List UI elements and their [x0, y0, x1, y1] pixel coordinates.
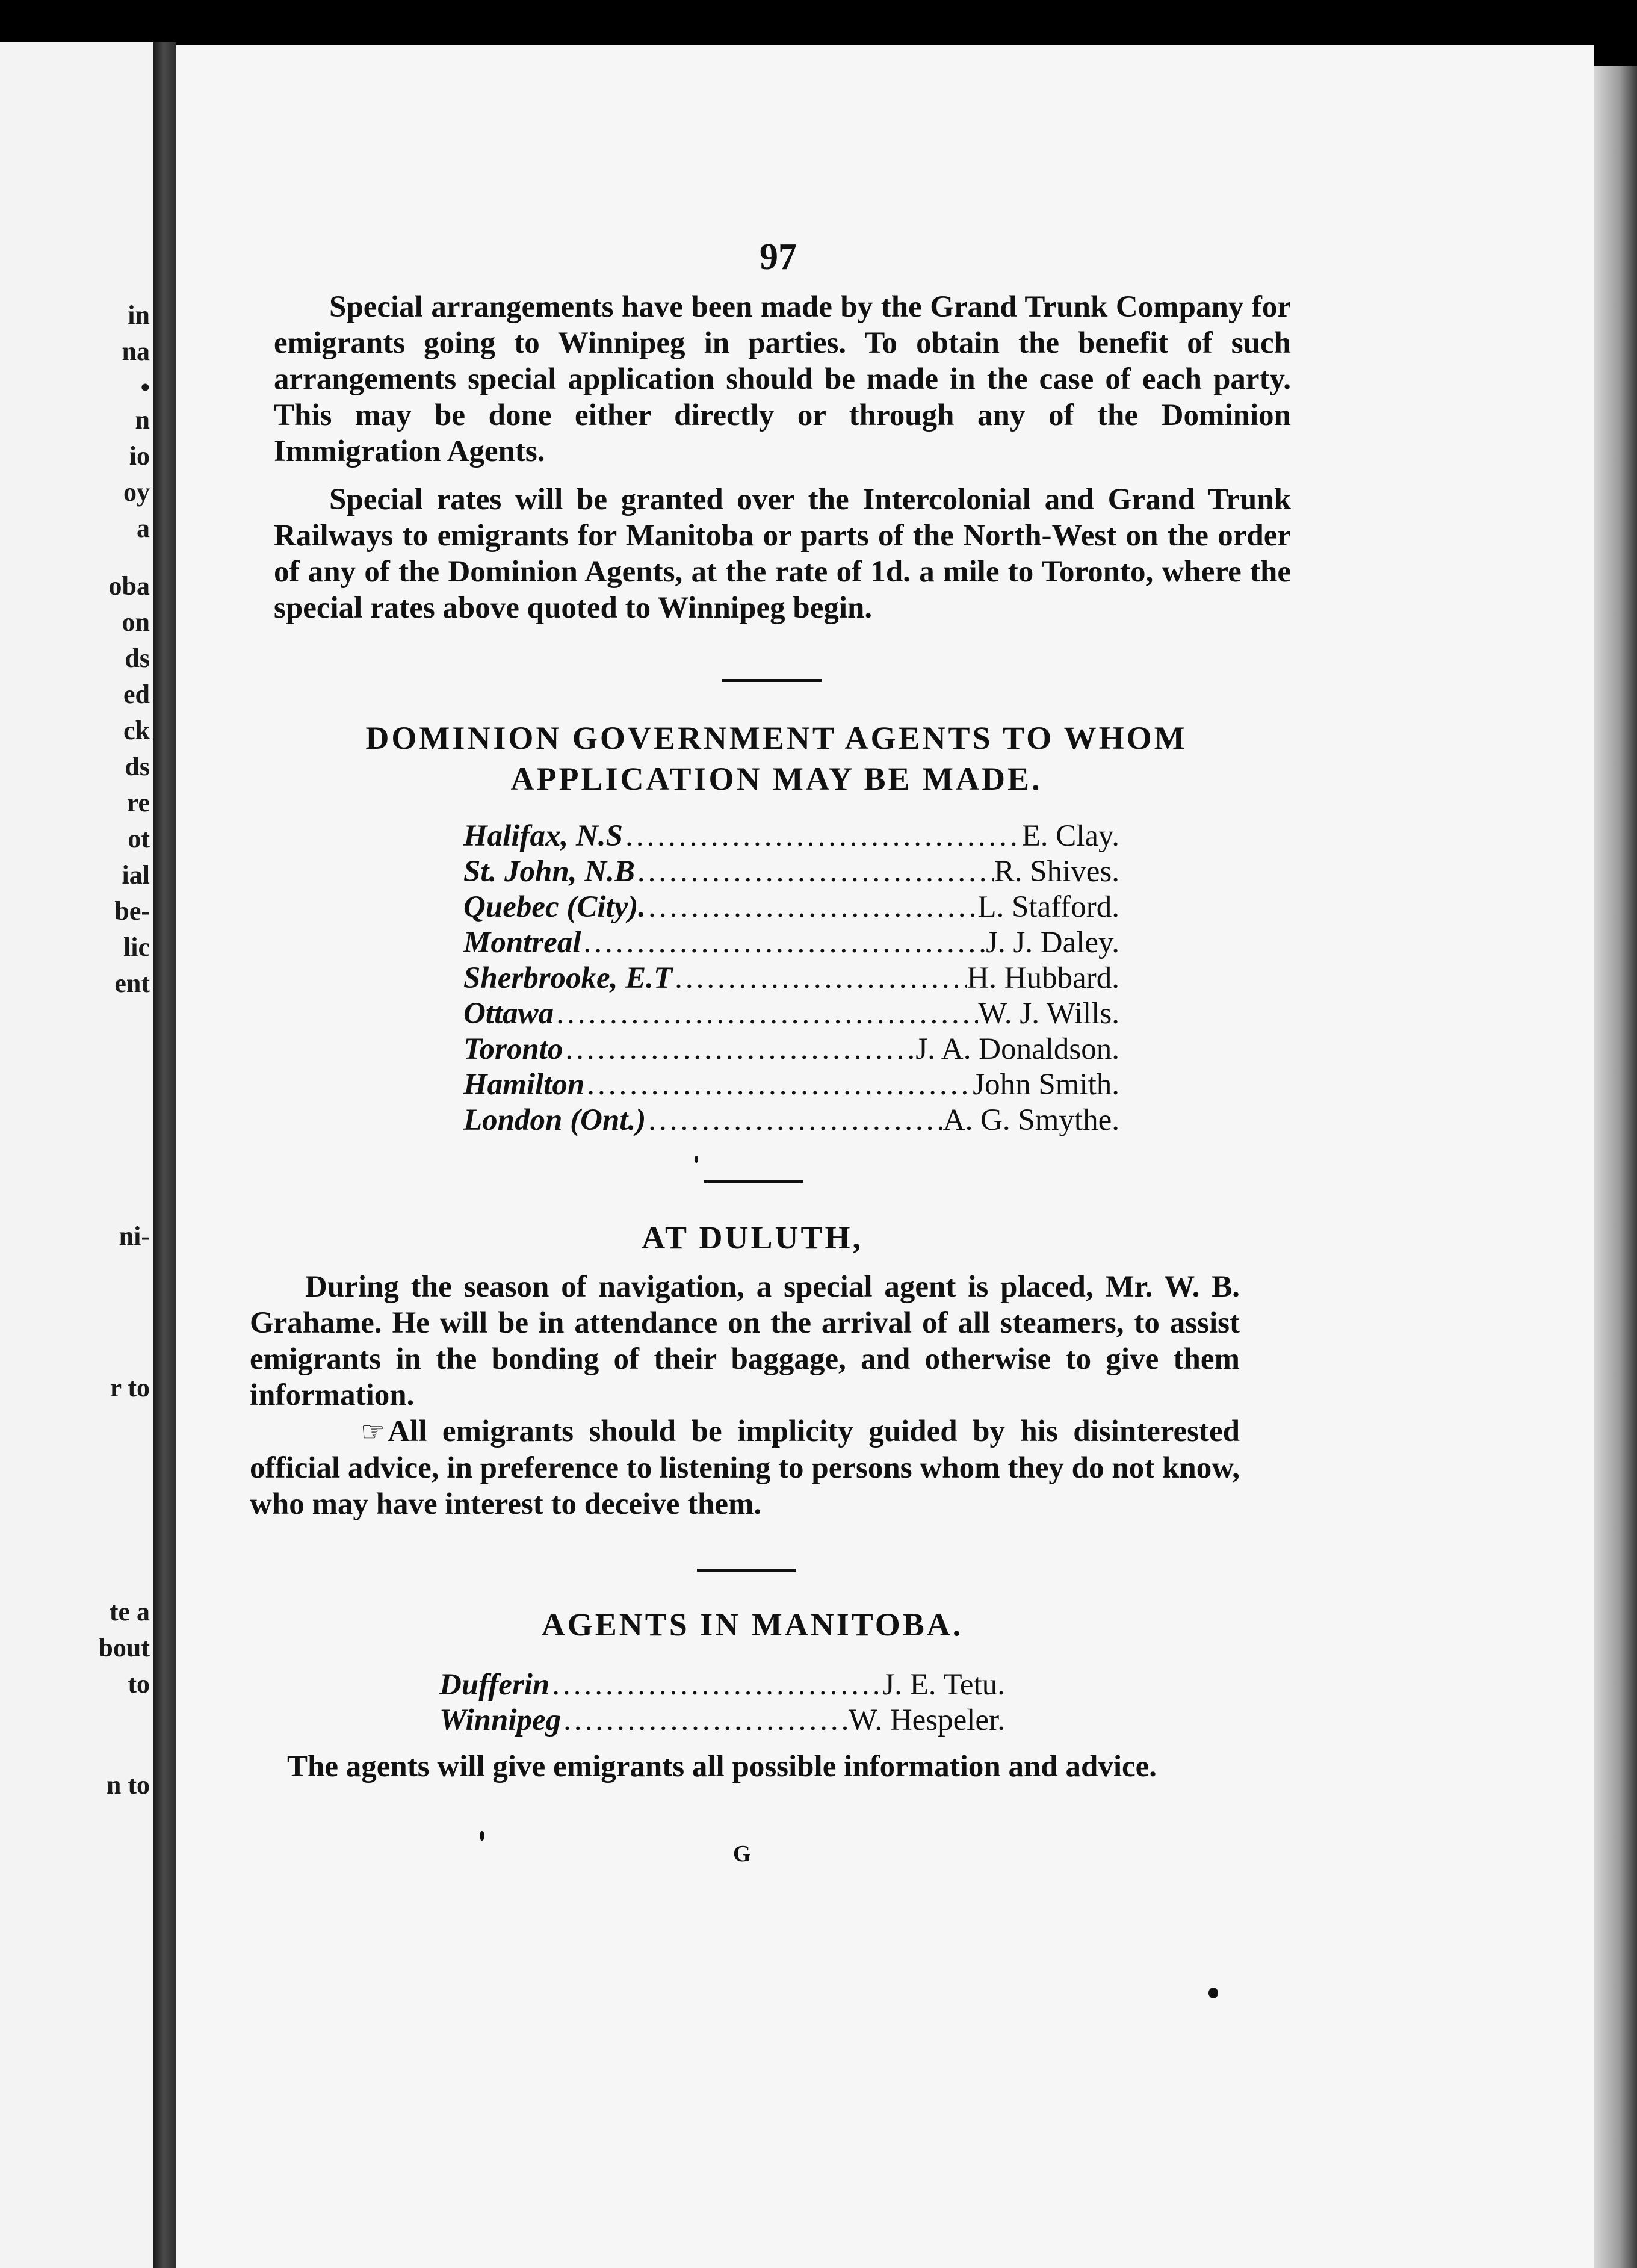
agent-place: St. John, N.B	[463, 855, 635, 888]
left-page-fragment: n to	[106, 1770, 150, 1800]
agent-row	[463, 961, 1119, 996]
agent-row	[463, 854, 1119, 890]
agent-place: Winnipeg	[439, 1703, 562, 1737]
dot-leader	[635, 854, 994, 889]
left-page-fragment: ds	[125, 752, 150, 781]
duluth-heading: AT DULUTH,	[641, 1219, 864, 1256]
left-page-fragment: oy	[123, 477, 150, 507]
left-page-fragment: to	[128, 1669, 150, 1699]
agent-name: J. J. Daley.	[986, 926, 1119, 959]
dot-leader	[581, 925, 986, 960]
left-page-fragment: be-	[114, 896, 150, 926]
pointing-hand-icon: ☞	[361, 1416, 386, 1447]
page-edge	[1594, 66, 1637, 2268]
signature-mark: G	[733, 1841, 751, 1867]
grand-trunk-paragraph: Special arrangements have been made by the Grand Trunk Company for emigrants going to Winnipeg in parties. To obtain the benefit of such arrangements special application should be made in the case of each party. This may be done either directly or through any of the Dominion Immigration Agents.	[274, 290, 1291, 468]
left-page-fragment: io	[129, 441, 150, 471]
manitoba-agents-list	[439, 1667, 1005, 1738]
section-divider	[722, 679, 822, 682]
left-page-fragment: in	[128, 300, 150, 330]
agent-name: H. Hubbard.	[967, 961, 1119, 995]
dot-leader	[563, 1032, 915, 1067]
duluth-paragraph: During the season of navigation, a special agent is placed, Mr. W. B. Grahame. He will be in attendance on the arrival of all steamers, to assist emigrants in the bonding of their baggage, and otherwise to give them information.	[250, 1270, 1240, 1412]
agent-place: Dufferin	[439, 1668, 550, 1702]
agent-name: J. A. Donaldson.	[915, 1032, 1119, 1066]
agent-row	[463, 996, 1119, 1032]
dot-leader	[561, 1703, 849, 1738]
agent-row	[463, 1103, 1119, 1138]
left-page-fragment: na	[122, 336, 150, 366]
left-facing-page	[0, 42, 153, 2268]
dominion-agents-list	[463, 819, 1119, 1138]
dot-leader	[646, 1103, 943, 1138]
agent-name: R. Shives.	[994, 855, 1119, 888]
left-page-fragment: te a	[109, 1597, 150, 1626]
duluth-advice-text: All emigrants should be implicity guided by his disinterested official advice, in preference to listening to persons whom they do not know, who may have interest to deceive them.	[250, 1414, 1240, 1521]
agent-place: Quebec (City).	[463, 890, 646, 924]
manitoba-heading: AGENTS IN MANITOBA.	[541, 1606, 964, 1643]
agent-name: L. Stafford.	[977, 890, 1119, 924]
left-page-fragment: on	[122, 607, 150, 637]
agent-place: London (Ont.)	[463, 1103, 646, 1137]
left-page-fragment: ds	[125, 643, 150, 673]
left-page-fragment: bout	[98, 1633, 150, 1662]
dot-leader	[554, 996, 978, 1031]
left-page-fragment: r to	[110, 1373, 150, 1402]
special-rates-paragraph: Special rates will be granted over the Intercolonial and Grand Trunk Railways to emigrants for Manitoba or parts of the North-West on the order of any of the Dominion Agents, at the rate of 1d. a mile to Toronto, where the special rates above quoted to Winnipeg begin.	[274, 483, 1291, 625]
agent-place: Montreal	[463, 926, 581, 959]
agent-name: W. Hespeler.	[848, 1703, 1005, 1737]
agent-row	[463, 1032, 1119, 1067]
left-page-fragment: a	[137, 513, 150, 543]
page-number: 97	[760, 237, 797, 277]
agent-place: Hamilton	[463, 1068, 585, 1101]
agent-row	[439, 1667, 1005, 1703]
agent-row	[439, 1703, 1005, 1738]
agent-row	[463, 819, 1119, 854]
left-page-fragment: ent	[114, 968, 150, 998]
agent-place: Ottawa	[463, 997, 554, 1030]
dot-leader	[623, 819, 1022, 854]
ink-speck	[1208, 1988, 1218, 1998]
left-page-fragment: ni-	[119, 1221, 150, 1251]
left-page-fragment: n	[135, 405, 150, 435]
dot-leader	[549, 1667, 882, 1702]
agent-name: J. E. Tetu.	[882, 1668, 1005, 1702]
agent-row	[463, 1067, 1119, 1103]
closing-paragraph: The agents will give emigrants all possible information and advice.	[287, 1750, 1157, 1783]
left-page-fragment: ot	[128, 824, 150, 854]
agent-row	[463, 925, 1119, 961]
agent-name: E. Clay.	[1021, 819, 1119, 853]
dominion-agents-heading: DOMINION GOVERNMENT AGENTS TO WHOM APPLICATION MAY BE MADE.	[365, 720, 1187, 797]
left-page-fragment: ed	[123, 680, 150, 709]
agent-row	[463, 890, 1119, 925]
duluth-advice-paragraph	[250, 1413, 1240, 1522]
ink-speck	[480, 1831, 484, 1841]
agent-name: W. J. Wills.	[978, 997, 1119, 1030]
agent-place: Sherbrooke, E.T	[463, 961, 673, 995]
dot-leader	[646, 890, 977, 925]
left-page-fragment: ck	[123, 716, 150, 745]
book-gutter	[153, 42, 176, 2268]
agent-place: Halifax, N.S	[463, 819, 623, 853]
section-divider	[697, 1569, 796, 1572]
dot-leader	[672, 961, 967, 996]
left-page-fragment: ial	[122, 860, 150, 890]
section-divider	[704, 1180, 803, 1183]
dot-leader	[584, 1067, 973, 1102]
left-page-fragment: re	[126, 788, 150, 817]
left-page-fragment: oba	[108, 571, 150, 601]
agent-place: Toronto	[463, 1032, 563, 1066]
agent-name: A. G. Smythe.	[942, 1103, 1119, 1137]
ink-speck	[695, 1156, 698, 1163]
agent-name: John Smith.	[973, 1068, 1119, 1101]
left-page-fragment: •	[140, 373, 150, 402]
left-page-fragment: lic	[123, 932, 150, 962]
